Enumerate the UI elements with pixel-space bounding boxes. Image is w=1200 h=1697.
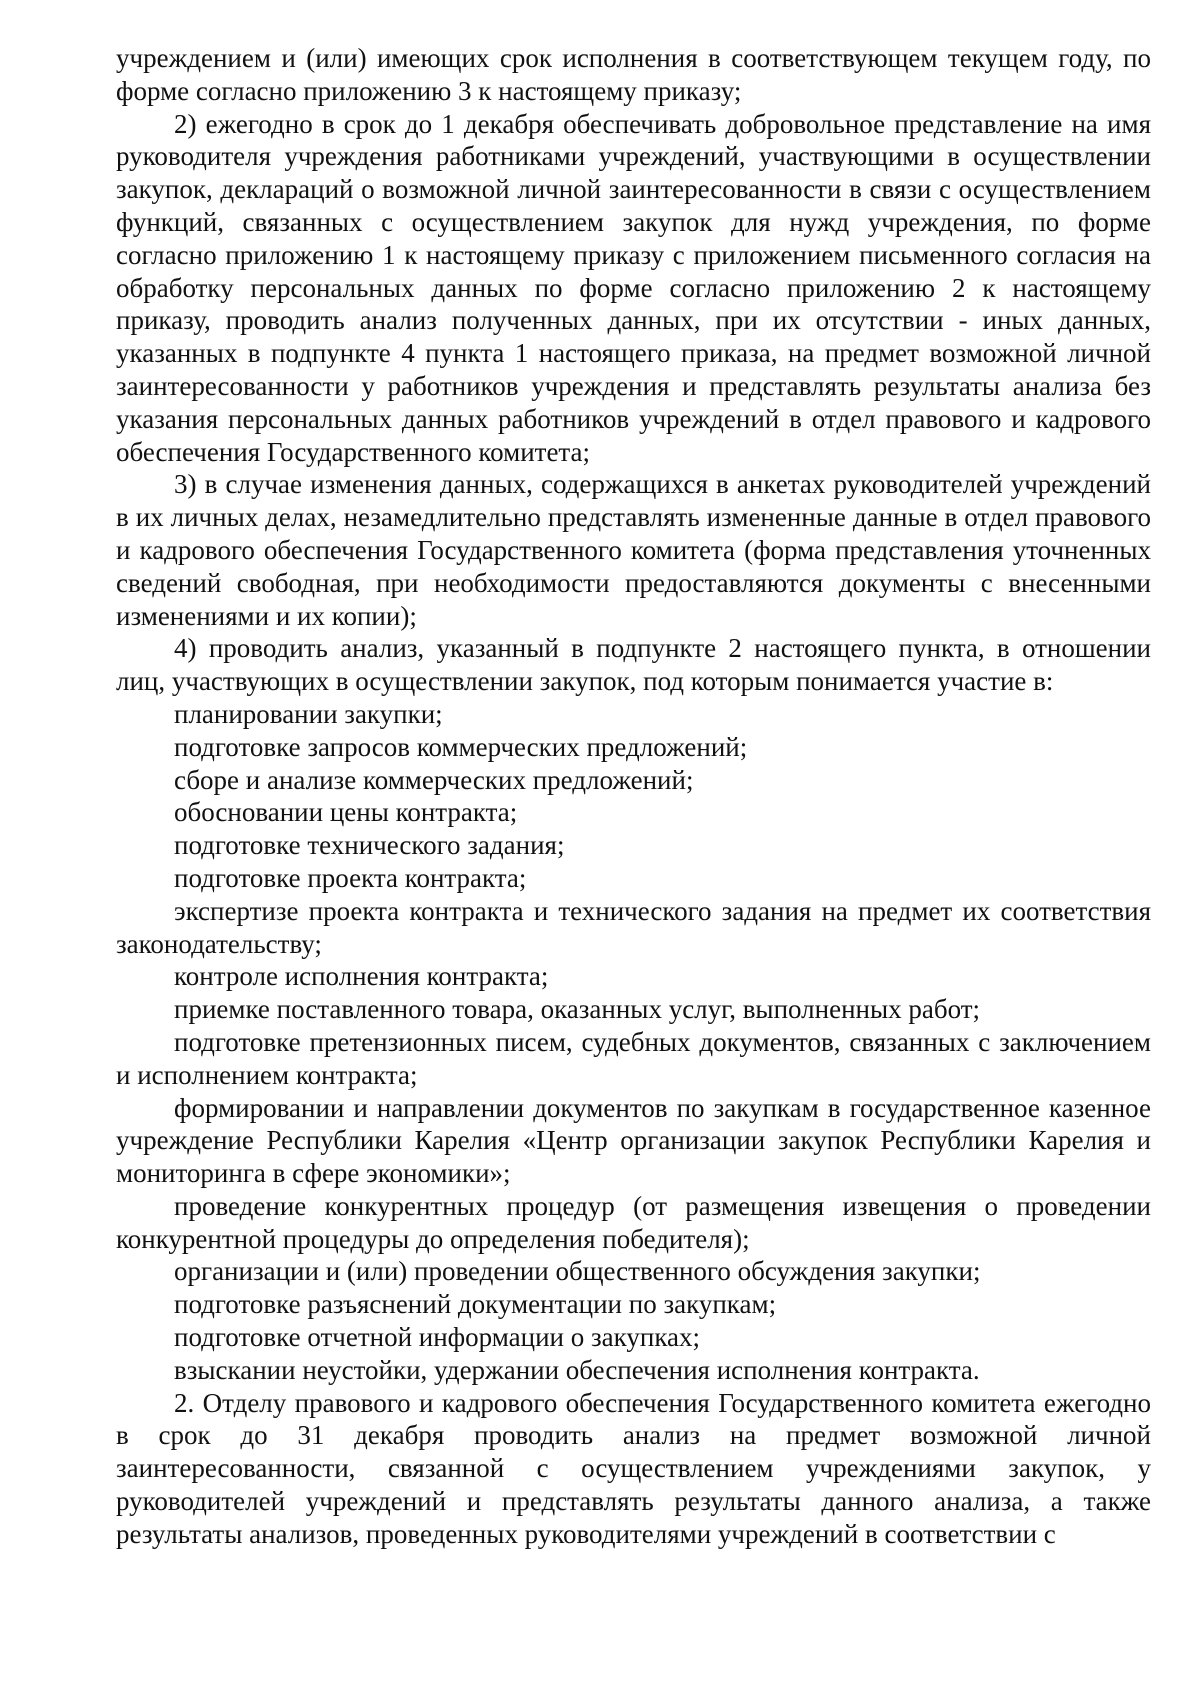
list-item-claims: подготовке претензионных писем, судебных документов, связанных с заключением и исполнением контракта;: [116, 1026, 1151, 1090]
list-item-documents: формировании и направлении документов по закупкам в государственное казенное учреждение Республики Карелия «Центр организации закупок Республики Карелия и мониторинга в сфере экономики»;: [116, 1092, 1151, 1189]
list-item-collection: сборе и анализе коммерческих предложений;: [174, 764, 694, 795]
list-item-procedures: проведение конкурентных процедур (от размещения извещения о проведении конкурентной процедуры до определения победителя);: [116, 1190, 1151, 1254]
list-item-discussion: организации и (или) проведении общественного обсуждения закупки;: [174, 1256, 981, 1287]
list-item-reporting: подготовке отчетной информации о закупках;: [174, 1322, 701, 1353]
list-item-planning: планировании закупки;: [174, 698, 443, 729]
list-item-requests: подготовке запросов коммерческих предложений;: [174, 731, 748, 762]
list-item-price: обосновании цены контракта;: [174, 797, 518, 828]
paragraph-item-3: 3) в случае изменения данных, содержащихся в анкетах руководителей учреждений в их личных делах, незамедлительно представлять измененные данные в отдел правового и кадрового обеспечения Государственного комитета (форма представления уточненных сведений свободная, при необходимости предоставляются документы с внесенными изменениями и их копии);: [116, 469, 1151, 631]
list-item-expertise: экспертизе проекта контракта и технического задания на предмет их соответствия законодательству;: [116, 895, 1151, 959]
list-item-penalty: взыскании неустойки, удержании обеспечения исполнения контракта.: [174, 1354, 980, 1385]
document-body: [116, 42, 1151, 1551]
list-item-technical-task: подготовке технического задания;: [174, 830, 565, 861]
paragraph-item-4: 4) проводить анализ, указанный в подпункте 2 настоящего пункта, в отношении лиц, участвующих в осуществлении закупок, под которым понимается участие в:: [116, 633, 1151, 697]
paragraph-item-2: 2) ежегодно в срок до 1 декабря обеспечивать добровольное представление на имя руководителя учреждения работниками учреждений, участвующими в осуществлении закупок, деклараций о возможной личной заинтересованности в связи с осуществлением функций, связанных с осуществлением закупок для нужд учреждения, по форме согласно приложению 1 к настоящему приказу с приложением письменного согласия на обработку персональных данных по форме согласно приложению 2 к настоящему приказу, проводить анализ полученных данных, при их отсутствии - иных данных, указанных в подпункте 4 пункта 1 настоящего приказа, на предмет возможной личной заинтересованности у работников учреждения и представлять результаты анализа без указания персональных данных работников учреждений в отдел правового и кадрового обеспечения Государственного комитета;: [116, 108, 1151, 467]
list-item-acceptance: приемке поставленного товара, оказанных услуг, выполненных работ;: [174, 994, 981, 1025]
list-item-clarifications: подготовке разъяснений документации по закупкам;: [174, 1289, 777, 1320]
list-item-control: контроле исполнения контракта;: [174, 961, 549, 992]
list-item-contract-draft: подготовке проекта контракта;: [174, 862, 527, 893]
paragraph-section-2: 2. Отделу правового и кадрового обеспечения Государственного комитета ежегодно в срок до 31 декабря проводить анализ на предмет возможной личной заинтересованности, связанной с осуществлением учреждениями закупок, у руководителей учреждений и представлять результаты данного анализа, а также результаты анализов, проведенных руководителями учреждений в соответствии с: [116, 1387, 1151, 1549]
paragraph-continuation: учреждением и (или) имеющих срок исполнения в соответствующем текущем году, по форме согласно приложению 3 к настоящему приказу;: [116, 43, 1151, 106]
